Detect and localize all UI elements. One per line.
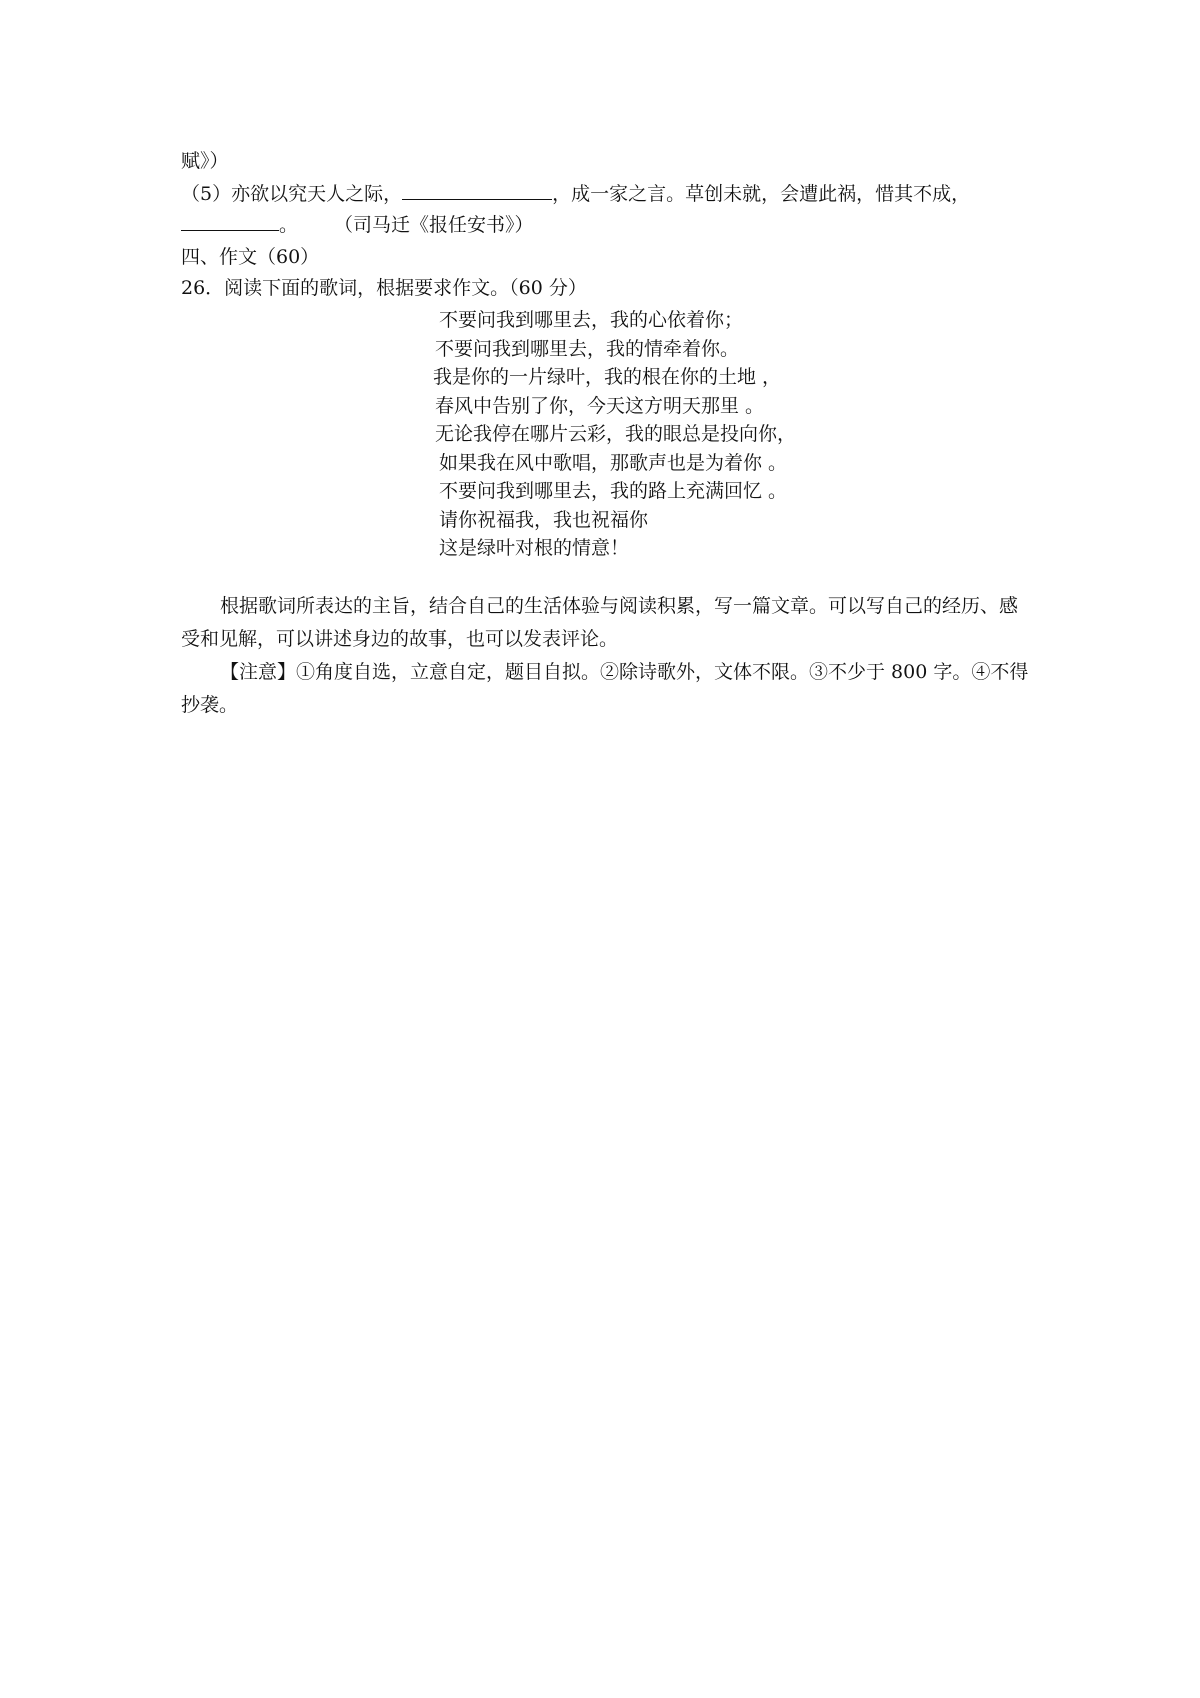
writing-note: 【注意】①角度自选，立意自定，题目自拟。②除诗歌外，文体不限。③不少于 800 字。④不得抄袭。 [181, 661, 1029, 716]
lyric-line: 这是绿叶对根的情意！ [439, 537, 630, 559]
question-5-text-start: （5）亦欲以究天人之际， [181, 183, 403, 205]
writing-instruction: 根据歌词所表达的主旨，结合自己的生活体验与阅读积累，写一篇文章。可以写自己的经历、感受和见解，可以讲述身边的故事，也可以发表评论。 [181, 595, 1019, 650]
answer-blank-2[interactable] [181, 212, 279, 231]
lyric-line: 不要问我到哪里去，我的路上充满回忆 。 [439, 480, 788, 502]
lyric-line: 不要问我到哪里去，我的心依着你； [439, 309, 744, 331]
question-5-line-2 [181, 211, 534, 239]
answer-blank-1[interactable] [402, 181, 552, 200]
lyrics-block [431, 306, 796, 563]
lyric-line: 我是你的一片绿叶，我的根在你的土地 ， [433, 366, 782, 388]
fu-continuation: 赋》） [181, 150, 229, 172]
question-5-source: （司马迁《报任安书》） [334, 214, 534, 236]
question-5-period: 。 [279, 214, 299, 236]
question-5-line-1 [181, 180, 970, 208]
lyric-line: 请你祝福我，我也祝福你 [439, 508, 649, 531]
section-heading: 四、作文（60） [181, 246, 320, 268]
lyric-line: 如果我在风中歌唱，那歌声也是为着你 。 [439, 451, 788, 474]
lyric-line: 无论我停在哪片云彩，我的眼总是投向你， [435, 423, 797, 445]
question-26-prompt: 26．阅读下面的歌词，根据要求作文。（60 分） [181, 277, 587, 299]
lyric-line: 春风中告别了你，今天这方明天那里 。 [435, 394, 765, 417]
lyric-line: 不要问我到哪里去，我的情牵着你。 [435, 337, 740, 360]
question-5-text-end: ，成一家之言。草创未就，会遭此祸，惜其不成， [552, 183, 971, 205]
